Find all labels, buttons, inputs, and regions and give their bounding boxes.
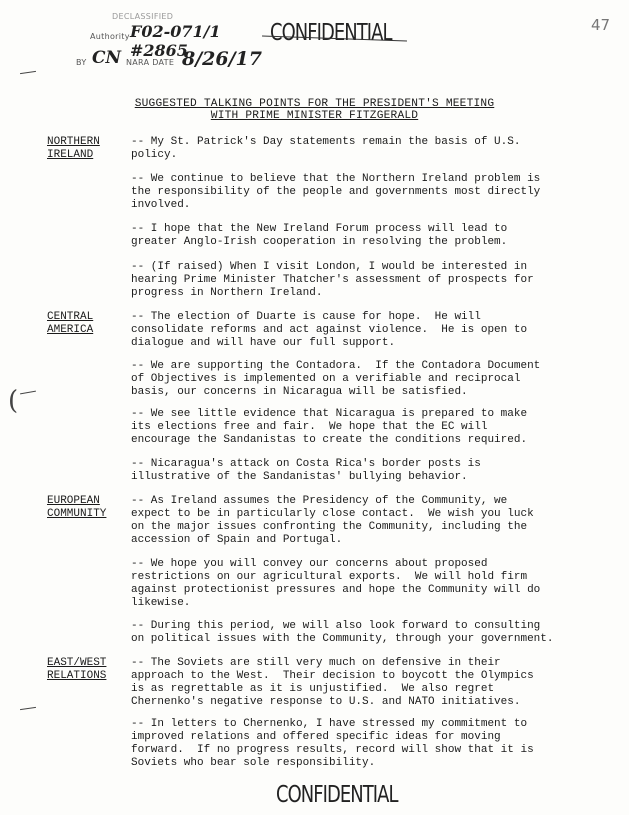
paragraph: -- In letters to Chernenko, I have stressed my commitment to improved relations and offered specific ideas for moving forward. If no progress results, record will show that it is Soviets who bear sole responsibility. bbox=[131, 718, 534, 769]
paragraph: -- I hope that the New Ireland Forum process will lead to greater Anglo-Irish cooperation in resolving the problem. bbox=[131, 223, 508, 248]
nara-date-value: 8/26/17 bbox=[182, 48, 262, 70]
paragraph: -- We are supporting the Contadora. If the Contadora Document of Objectives is implemented on a verifiable and reciprocal basis, our concerns in Nicaragua will be satisfied. bbox=[131, 360, 541, 398]
paragraph: -- We hope you will convey our concerns about proposed restrictions on our agricultural exports. We will hold firm against protectionist pressures and hope the Community will do likewise. bbox=[131, 558, 541, 609]
section-heading-central-america: CENTRAL AMERICA bbox=[47, 311, 94, 336]
by-label: BY bbox=[76, 58, 87, 67]
document-title-line-1: SUGGESTED TALKING POINTS FOR THE PRESIDENT'S MEETING bbox=[134, 98, 495, 110]
authority-value: F02-071/1 #2865 bbox=[130, 22, 221, 60]
declassification-stamp bbox=[76, 10, 272, 74]
section-heading-east-west-relations: EAST/WEST RELATIONS bbox=[47, 657, 107, 682]
nara-date-label: NARA DATE bbox=[126, 58, 175, 67]
paragraph: -- We see little evidence that Nicaragua is prepared to make its elections free and fair. We hope that the EC will encourage the Sandanistas to create the conditions required. bbox=[131, 408, 528, 446]
page-number: 47 bbox=[591, 16, 611, 34]
declassified-label: DECLASSIFIED bbox=[112, 12, 174, 21]
document-title-line-2: WITH PRIME MINISTER FITZGERALD bbox=[210, 110, 419, 122]
margin-mark bbox=[20, 71, 36, 74]
paragraph: -- The election of Duarte is cause for hope. He will consolidate reforms and act against violence. He is open to dialogue and will have our full support. bbox=[131, 311, 528, 349]
classification-bottom: CONFIDENTIAL bbox=[276, 782, 398, 808]
paragraph: -- Nicaragua's attack on Costa Rica's border posts is illustrative of the Sandanistas' bullying behavior. bbox=[131, 458, 481, 483]
margin-mark bbox=[20, 391, 36, 395]
paragraph: -- The Soviets are still very much on defensive in their approach to the West. Their decision to boycott the Olympics is as regrettable as it is unjustified. We also regret Chernenko's negative response to U.S. and NATO initiatives. bbox=[131, 657, 534, 708]
margin-mark bbox=[20, 707, 36, 710]
paragraph: -- My St. Patrick's Day statements remain the basis of U.S. policy. bbox=[131, 136, 521, 161]
classification-top: CONFIDENTIAL bbox=[270, 20, 392, 46]
by-value: CN bbox=[92, 48, 122, 68]
paragraph: -- We continue to believe that the Northern Ireland problem is the responsibility of the people and governments most directly involved. bbox=[131, 173, 541, 211]
authority-label: Authority bbox=[90, 32, 130, 41]
paragraph: -- During this period, we will also look forward to consulting on political issues with the Community, through your government. bbox=[131, 620, 554, 645]
paragraph: -- (If raised) When I visit London, I would be interested in hearing Prime Minister Thatcher's assessment of prospects for progress in Northern Ireland. bbox=[131, 261, 534, 299]
paragraph: -- As Ireland assumes the Presidency of the Community, we expect to be in particularly close contact. We wish you luck on the major issues confronting the Community, including the accession of Spain and Portugal. bbox=[131, 495, 534, 546]
margin-parenthesis: ( bbox=[8, 386, 19, 416]
section-heading-northern-ireland: NORTHERN IRELAND bbox=[47, 136, 100, 161]
section-heading-european-community: EUROPEAN COMMUNITY bbox=[47, 495, 107, 520]
